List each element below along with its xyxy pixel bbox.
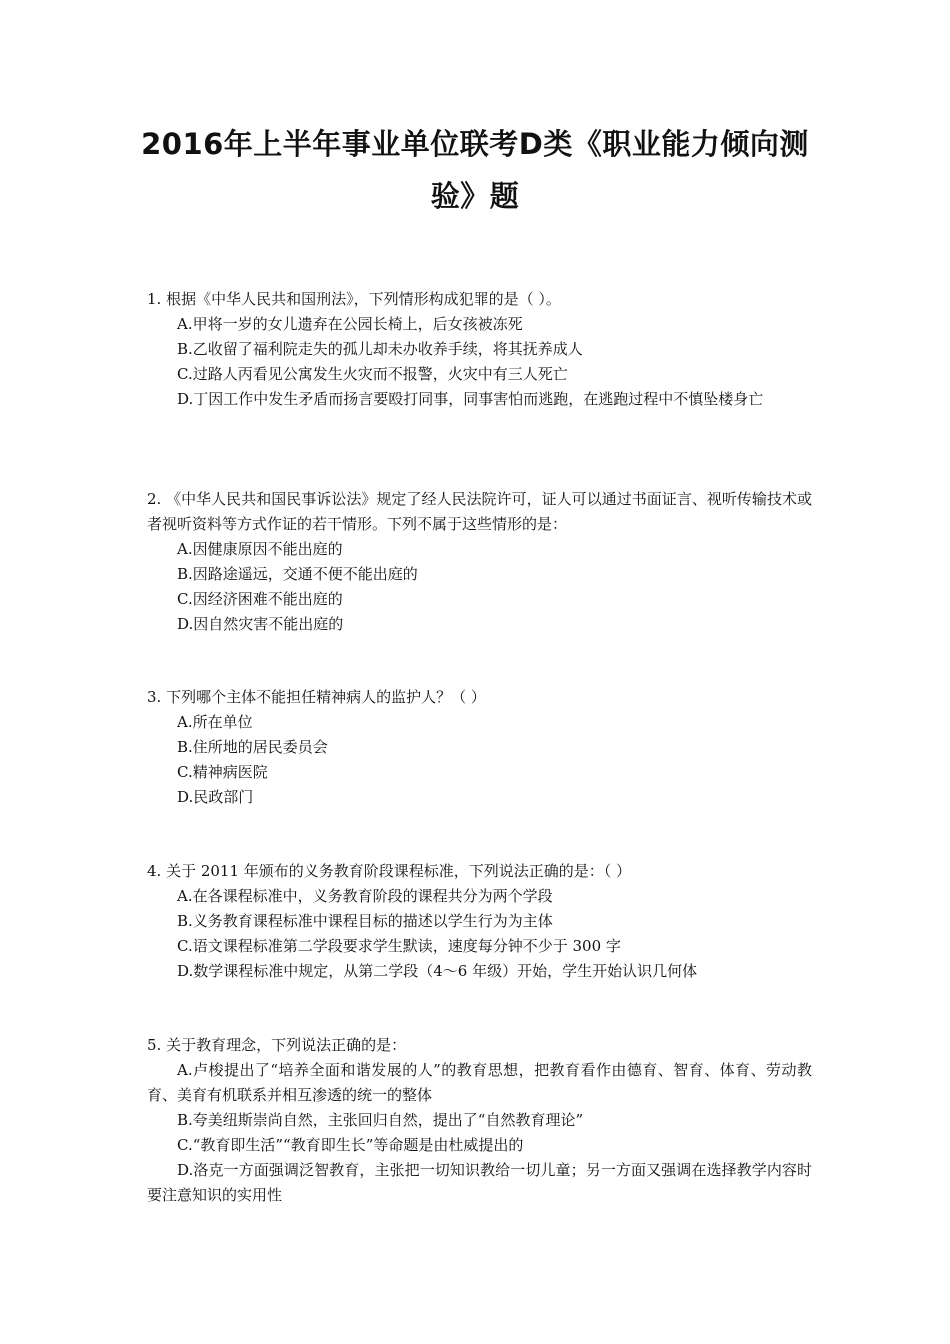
question-3 [147,685,812,810]
option-c: C.精神病医院 [177,763,268,781]
page-title: 2016年上半年事业单位联考D类《职业能力倾向测验》题 [141,127,809,213]
question-2 [147,487,812,637]
question-5 [147,1033,812,1208]
option-d: D.因自然灾害不能出庭的 [177,615,344,633]
option-d: D.民政部门 [177,788,254,806]
question-stem: 5. 关于教育理念，下列说法正确的是： [147,1036,407,1054]
option-c: C.语文课程标准第二学段要求学生默读，速度每分钟不少于 300 字 [177,937,621,955]
question-stem: 4. 关于 2011 年颁布的义务教育阶段课程标准，下列说法正确的是：（ ） [147,862,632,880]
option-a: A.卢梭提出了“培养全面和谐发展的人”的教育思想，把教育看作由德育、智育、体育、劳动教育、美育有机联系并相互渗透的统一的整体 [147,1061,812,1104]
option-a: A.因健康原因不能出庭的 [177,540,343,558]
option-b: B.住所地的居民委员会 [177,738,328,756]
question-stem: 2. 《中华人民共和国民事诉讼法》规定了经人民法院许可，证人可以通过书面证言、视听传输技术或者视听资料等方式作证的若干情形。下列不属于这些情形的是： [147,490,812,533]
option-b: B.因路途遥远，交通不便不能出庭的 [177,565,418,583]
option-b: B.夸美纽斯崇尚自然，主张回归自然，提出了“自然教育理论” [177,1111,584,1129]
option-b: B.乙收留了福利院走失的孤儿却未办收养手续，将其抚养成人 [177,340,583,358]
question-stem: 1. 根据《中华人民共和国刑法》，下列情形构成犯罪的是（ ）。 [147,290,561,308]
option-d: D.丁因工作中发生矛盾而扬言要殴打同事，同事害怕而逃跑，在逃跑过程中不慎坠楼身亡 [177,390,764,408]
option-d: D.洛克一方面强调泛智教育，主张把一切知识教给一切儿童；另一方面又强调在选择教学内容时要注意知识的实用性 [147,1161,812,1204]
option-c: C.因经济困难不能出庭的 [177,590,343,608]
option-a: A.在各课程标准中，义务教育阶段的课程共分为两个学段 [177,887,553,905]
option-c: C.过路人丙看见公寓发生火灾而不报警，火灾中有三人死亡 [177,365,568,383]
option-d: D.数学课程标准中规定，从第二学段（4～6 年级）开始，学生开始认识几何体 [177,962,698,980]
question-stem: 3. 下列哪个主体不能担任精神病人的监护人？（ ） [147,688,486,706]
option-a: A.甲将一岁的女儿遗弃在公园长椅上，后女孩被冻死 [177,315,523,333]
option-c: C.“教育即生活”“教育即生长”等命题是由杜威提出的 [177,1136,524,1154]
question-4 [147,859,812,984]
option-a: A.所在单位 [177,713,253,731]
question-1 [147,287,812,412]
option-b: B.义务教育课程标准中课程目标的描述以学生行为为主体 [177,912,553,930]
